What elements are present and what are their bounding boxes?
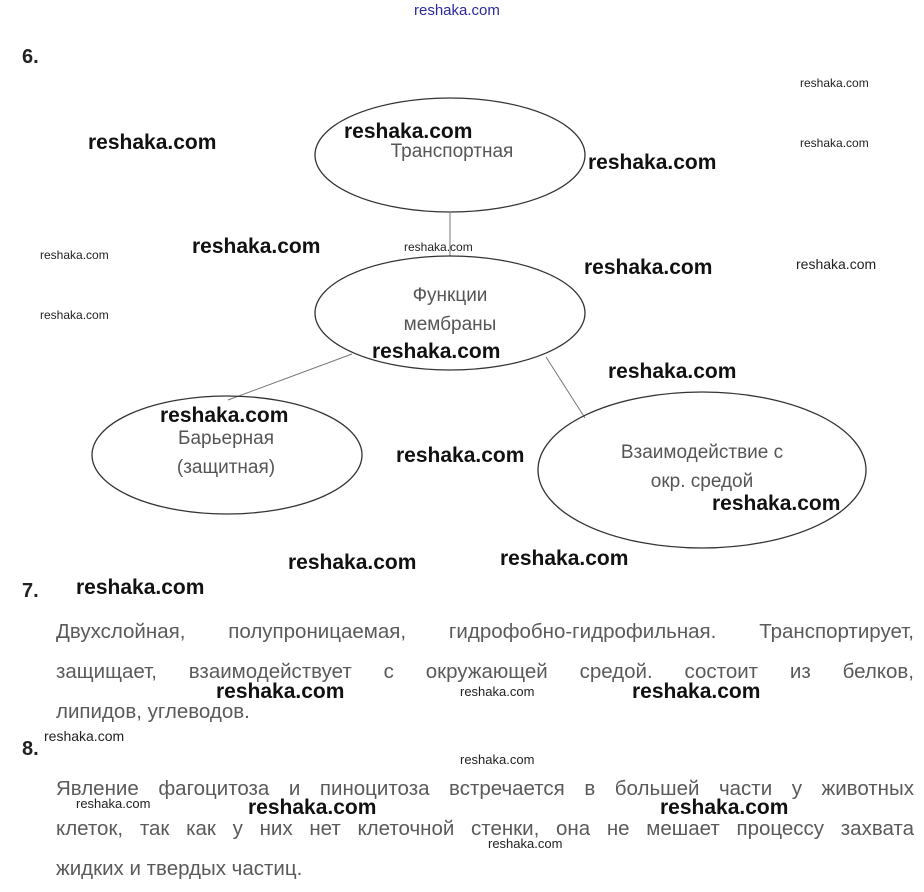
watermark: reshaka.com — [344, 120, 473, 143]
watermark: reshaka.com — [800, 76, 869, 90]
watermark: reshaka.com — [216, 680, 345, 703]
watermark: reshaka.com — [76, 796, 151, 811]
watermark: reshaka.com — [248, 796, 377, 819]
watermark: reshaka.com — [160, 404, 289, 427]
node-center-label-line2: мембраны — [403, 314, 497, 335]
watermark: reshaka.com — [40, 308, 109, 322]
node-barrier-label-line2: (защитная) — [176, 457, 276, 478]
watermark: reshaka.com — [460, 752, 535, 767]
task-7-line-3: липидов, углеводов. — [56, 700, 250, 723]
watermark: reshaka.com — [632, 680, 761, 703]
watermark: reshaka.com — [796, 256, 877, 272]
watermark: reshaka.com — [288, 551, 417, 574]
node-transport — [315, 98, 585, 212]
watermark: reshaka.com — [40, 248, 109, 262]
task-8-number: 8. — [22, 738, 39, 760]
watermark: reshaka.com — [800, 136, 869, 150]
watermark: reshaka.com — [660, 796, 789, 819]
task-8-answer — [56, 769, 914, 889]
watermark: reshaka.com — [396, 444, 525, 467]
watermark: reshaka.com — [608, 360, 737, 383]
node-interaction — [538, 392, 866, 548]
task-6-number: 6. — [22, 46, 39, 68]
node-transport-label: Транспортная — [390, 141, 514, 162]
task-8-line-1: Явление фагоцитоза и пиноцитоза встречается в большей части у животных — [56, 777, 914, 800]
watermark: reshaka.com — [584, 256, 713, 279]
node-interaction-label-line2: окр. средой — [650, 471, 754, 492]
watermark: reshaka.com — [712, 492, 841, 515]
node-center-label-line1: Функции — [412, 285, 488, 306]
task-7-number: 7. — [22, 580, 39, 602]
watermark: reshaka.com — [372, 340, 501, 363]
connector-left — [228, 354, 352, 400]
task-8-line-2: клеток, так как у них нет клеточной стенки, она не мешает процессу захвата — [56, 817, 914, 840]
watermark: reshaka.com — [588, 151, 717, 174]
watermark: reshaka.com — [88, 131, 217, 154]
watermark: reshaka.com — [76, 576, 205, 599]
task-7-line-1: Двухслойная, полупроницаемая, гидрофобно-гидрофильная. Транспортирует, — [56, 620, 914, 643]
watermark: reshaka.com — [488, 836, 563, 851]
watermark: reshaka.com — [192, 235, 321, 258]
watermark: reshaka.com — [44, 728, 125, 744]
header-watermark: reshaka.com — [414, 2, 500, 19]
connector-right — [546, 357, 585, 418]
watermark: reshaka.com — [460, 684, 535, 699]
watermark: reshaka.com — [404, 240, 473, 254]
node-barrier-label-line1: Барьерная — [178, 428, 274, 449]
watermark: reshaka.com — [500, 547, 629, 570]
task-8-line-3: жидких и твердых частиц. — [56, 857, 303, 880]
task-7-answer — [56, 612, 914, 732]
task-7-line-2: защищает, взаимодействует с окружающей средой. состоит из белков, — [56, 660, 914, 683]
node-interaction-label-line1: Взаимодействие с — [620, 442, 784, 463]
